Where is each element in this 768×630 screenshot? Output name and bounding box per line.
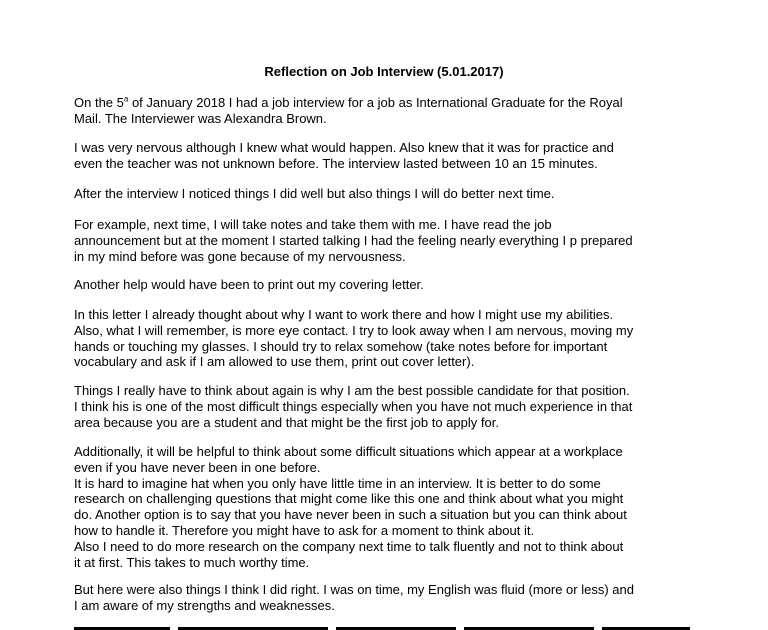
paragraph-line: in my mind before was gone because of my nervousness.: [74, 248, 406, 264]
paragraph-line: research on challenging questions that might come like this one and think about what you might: [74, 491, 624, 507]
paragraph-difficult-situations: [74, 444, 734, 570]
paragraph-line: But here were also things I think I did right. I was on time, my English was fluid (more or less) and: [74, 582, 634, 597]
text-fragment: On the 5: [74, 95, 124, 110]
paragraph-eye-contact: [74, 307, 734, 370]
paragraph-line: it at first. This takes to much worthy time.: [74, 554, 310, 570]
paragraph-line: I am aware of my strengths and weaknesses.: [74, 597, 335, 613]
paragraph-line: Things I really have to think about again is why I am the best possible candidate for that position.: [74, 383, 630, 398]
paragraph-line: even the teacher was not unknown before. The interview lasted between 10 an 15 minutes.: [74, 155, 598, 171]
paragraph-line: do. Another option is to say that you have never been in such a situation but you can think about: [74, 507, 627, 523]
paragraph-line: Also I need to do more research on the company next time to talk fluently and not to think about: [74, 538, 624, 554]
paragraph-line: how to handle it. Therefore you might have to ask for a moment to think about it.: [74, 522, 535, 538]
paragraph-covering-letter: [74, 277, 734, 293]
paragraph-line: After the interview I noticed things I did well but also things I will do better next time.: [74, 186, 555, 201]
paragraph-best-candidate: [74, 383, 734, 430]
paragraph-line: [74, 95, 734, 111]
paragraph-line: Mail. The Interviewer was Alexandra Brown.: [74, 110, 327, 126]
paragraph-after-interview: [74, 186, 734, 202]
paragraph-line: I was very nervous although I knew what would happen. Also knew that it was for practice and: [74, 140, 614, 155]
paragraph-line: In this letter I already thought about why I want to work there and how I might use my abilities.: [74, 307, 614, 322]
paragraph-did-right: [74, 582, 734, 614]
paragraph-line: announcement but at the moment I started talking I had the feeling nearly everything I p prepared: [74, 232, 633, 248]
paragraph-interview-date: [74, 95, 734, 127]
paragraph-line: even if you have never been in one before.: [74, 459, 321, 475]
paragraph-line: Additionally, it will be helpful to think about some difficult situations which appear at a workplace: [74, 444, 623, 459]
paragraph-line: It is hard to imagine hat when you only have little time in an interview. It is better to do some: [74, 475, 601, 491]
paragraph-example: [74, 217, 734, 264]
paragraph-line: For example, next time, I will take notes and take them with me. I have read the job: [74, 217, 552, 232]
paragraph-line: vocabulary and ask if I am allowed to use them, print out cover letter).: [74, 354, 475, 370]
superscript: a: [123, 94, 129, 104]
paragraph-line: Another help would have been to print out my covering letter.: [74, 277, 424, 292]
paragraph-line: Also, what I will remember, is more eye contact. I try to look away when I am nervous, moving my: [74, 322, 634, 338]
text-fragment: of January 2018 I had a job interview for a job as International Graduate for the Royal: [128, 95, 623, 110]
paragraph-line: I think his is one of the most difficult things especially when you have not much experience in that: [74, 398, 633, 414]
paragraph-line: hands or touching my glasses. I should try to relax somehow (take notes before for important: [74, 338, 608, 354]
document-title: Reflection on Job Interview (5.01.2017): [264, 64, 504, 79]
paragraph-line: area because you are a student and that might be the first job to apply for.: [74, 414, 499, 430]
paragraph-nervous: [74, 140, 734, 172]
